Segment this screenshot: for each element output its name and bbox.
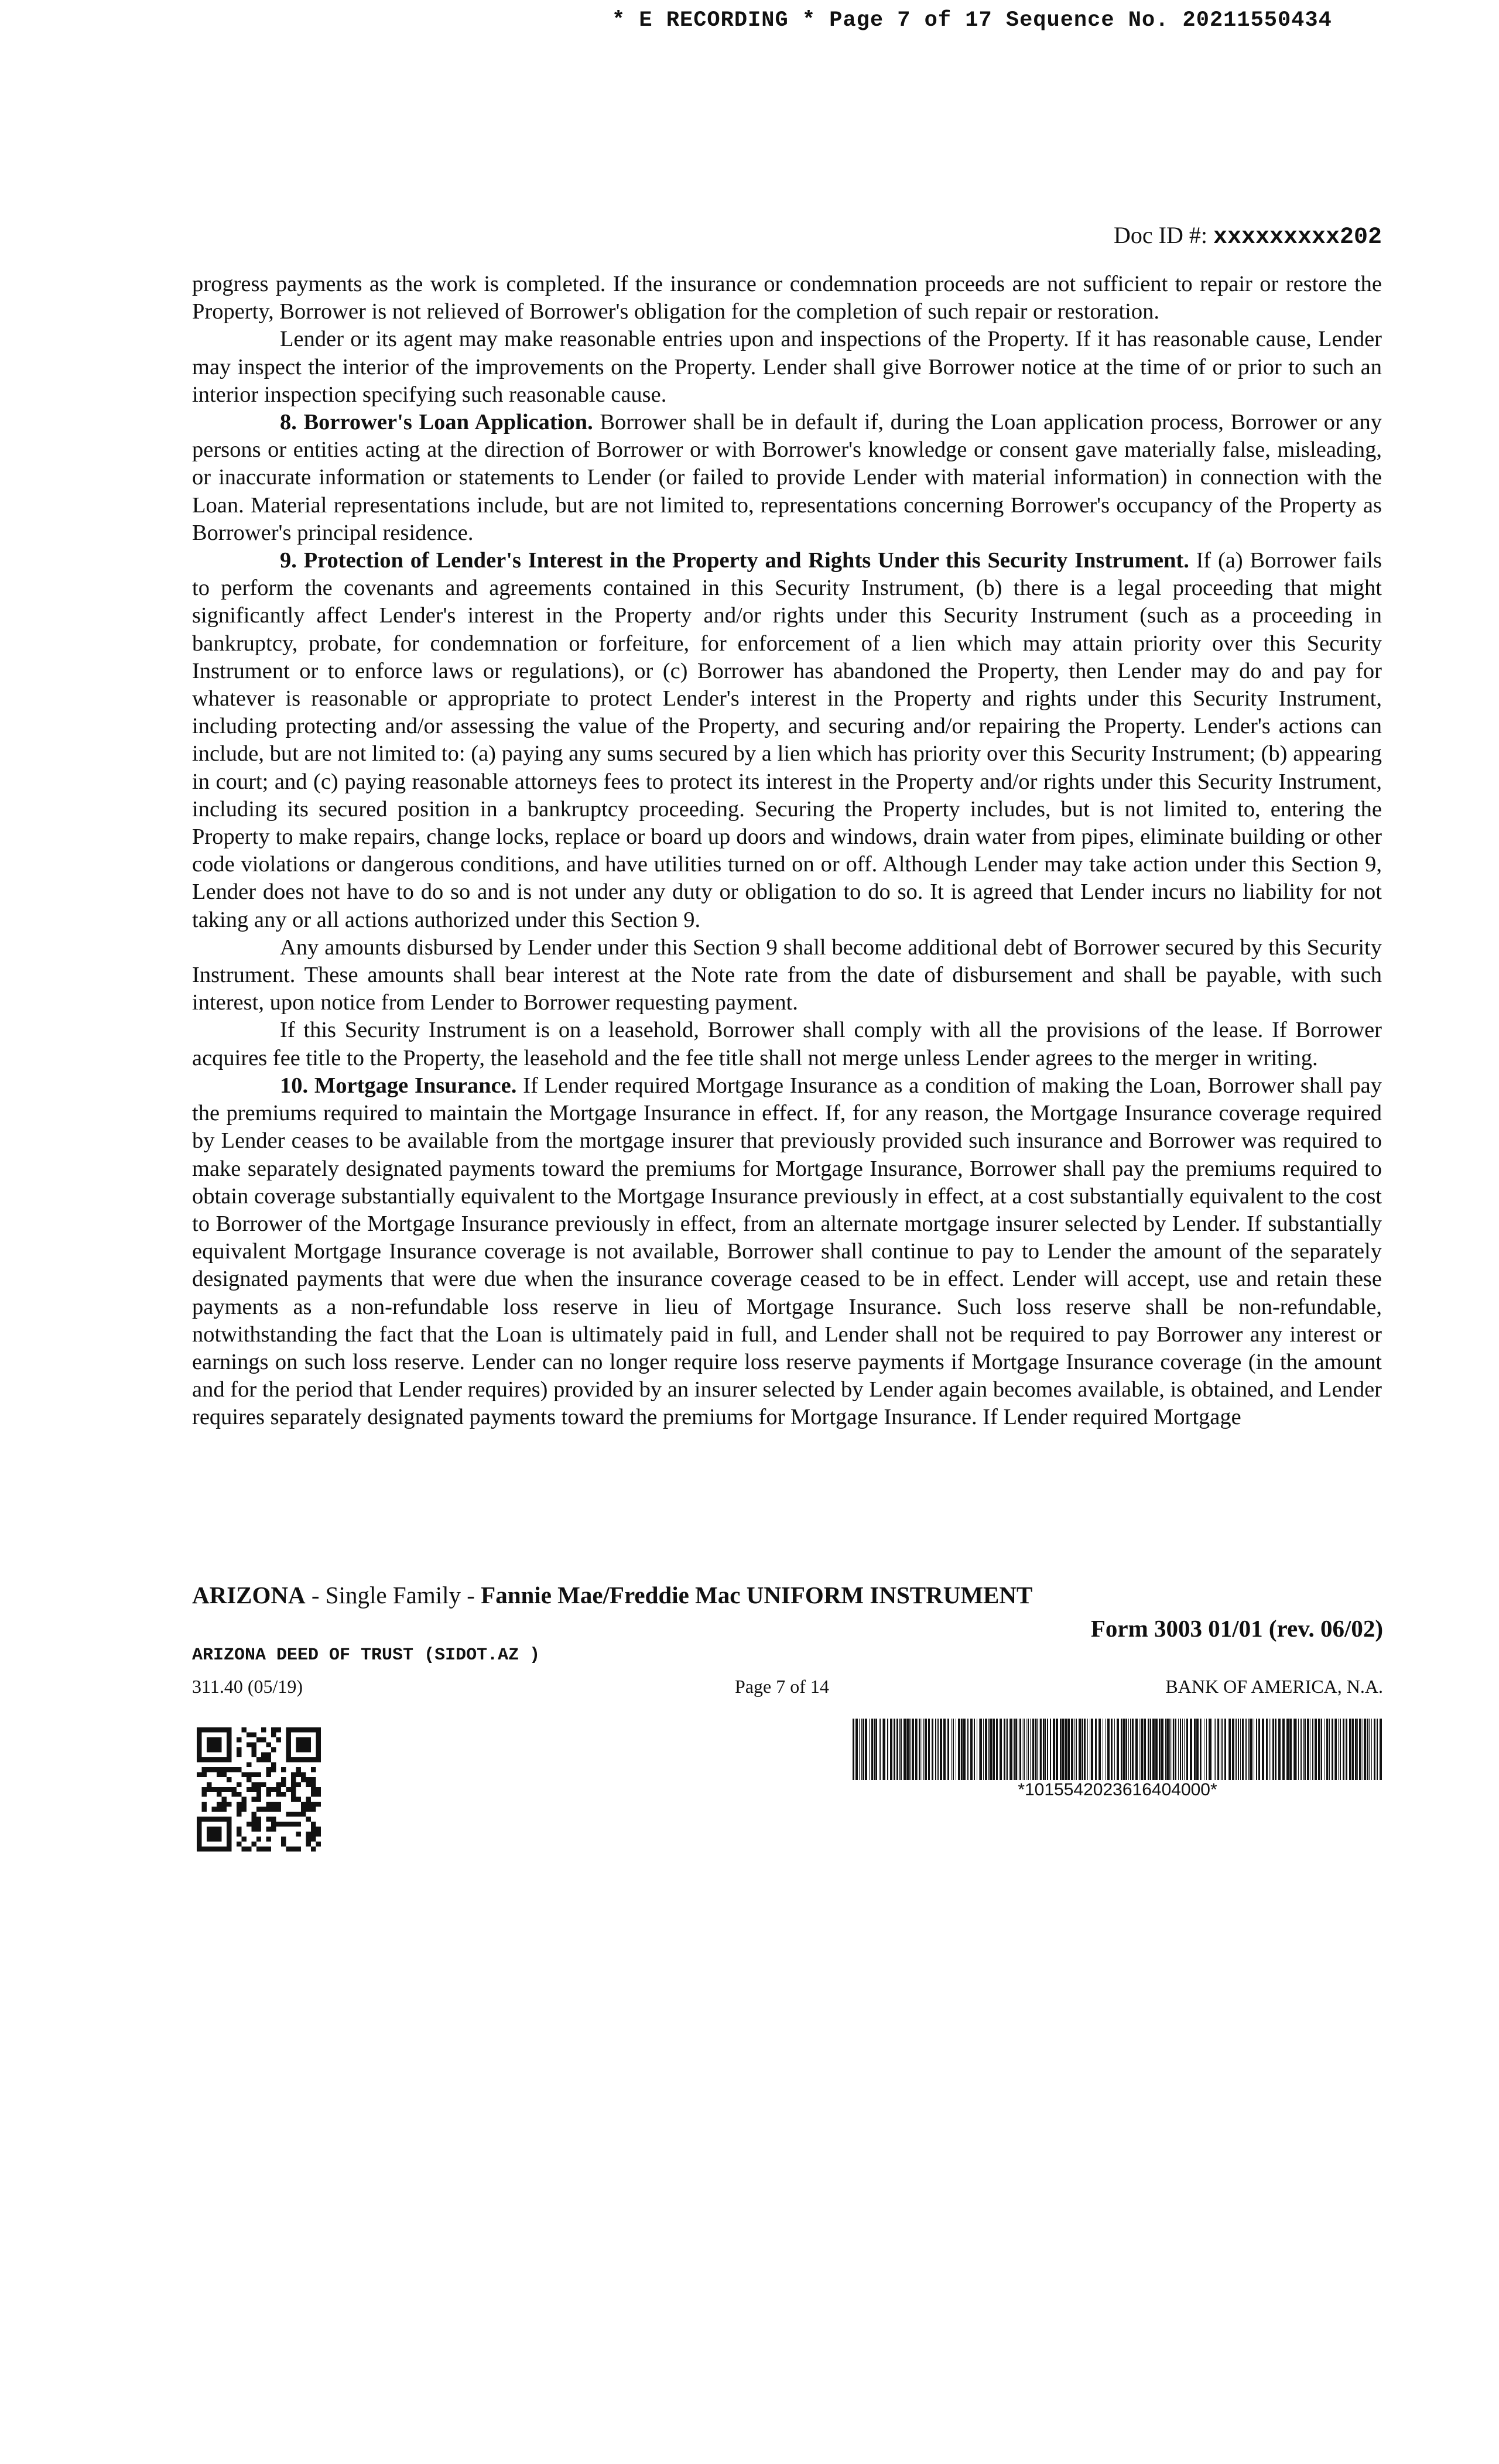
section-8-text: Borrower shall be in default if, during the Loan application process, Borrower or any persons or entities acting at the direction of Borrower or with Borrower's knowledge or consent gave materially false, misleading, or inaccurate information or statements to Lender (or failed to provide Lender with material information) in connection with the Loan. Material representations include, but are not limited to, representations concerning Borrower's occupancy of the Property as Borrower's principal residence. — [192, 410, 1382, 545]
footer-state-line — [192, 1581, 1032, 1609]
paragraph-disbursement: Any amounts disbursed by Lender under this Section 9 shall become additional debt of Borrower secured by this Security Instrument. These amounts shall bear interest at the Note rate from the date of disbursement and shall be payable, with such interest, upon notice from Lender to Borrower requesting payment. — [192, 935, 1382, 1015]
footer-deed: ARIZONA DEED OF TRUST (SIDOT.AZ ) — [192, 1645, 540, 1665]
doc-id-value: xxxxxxxxx202 — [1213, 224, 1382, 251]
section-8 — [192, 409, 1382, 547]
qr-code-icon — [197, 1727, 321, 1852]
section-9-heading: 9. Protection of Lender's Interest in the Property and Rights Under this Security Instrument. — [280, 548, 1189, 573]
footer-page-number: Page 7 of 14 — [735, 1676, 829, 1697]
section-10-text: If Lender required Mortgage Insurance as a condition of making the Loan, Borrower shall pay the premiums required to maintain the Mortgage Insurance in effect. If, for any reason, the Mortgage Insurance coverage required by Lender ceases to be available from the mortgage insurer that previously provided such insurance and Borrower was required to make separately designated payments toward the premiums for Mortgage Insurance, Borrower shall pay the premiums required to obtain coverage substantially equivalent to the Mortgage Insurance previously in effect, at a cost substantially equivalent to the cost to Borrower of the Mortgage Insurance previously in effect, from an alternate mortgage insurer selected by Lender. If substantially equivalent Mortgage Insurance coverage is not available, Borrower shall continue to pay to Lender the amount of the separately designated payments that were due when the insurance coverage ceased to be in effect. Lender will accept, use and retain these payments as a non-refundable loss reserve in lieu of Mortgage Insurance. Such loss reserve shall be non-refundable, notwithstanding the fact that the Loan is ultimately paid in full, and Lender shall not be required to pay Borrower any interest or earnings on such loss reserve. Lender can no longer require loss reserve payments if Mortgage Insurance coverage (in the amount and for the period that Lender requires) provided by an insurer selected by Lender again becomes available, is obtained, and Lender requires separately designated payments toward the premiums for Mortgage Insurance. If Lender required Mortgage — [192, 1073, 1382, 1430]
barcode-number: *1015542023616404000* — [1018, 1780, 1217, 1799]
recording-header: * E RECORDING * Page 7 of 17 Sequence No. 20211550434 — [612, 8, 1332, 33]
footer-lender: BANK OF AMERICA, N.A. — [1165, 1676, 1383, 1697]
barcode-icon — [853, 1719, 1382, 1780]
doc-id — [1114, 221, 1382, 251]
paragraph-inspection: Lender or its agent may make reasonable entries upon and inspections of the Property. If it has reasonable cause, Lender may inspect the interior of the improvements on the Property. Lender shall give Borrower notice at the time of or prior to such an interior inspection specifying such reasonable cause. — [192, 327, 1382, 407]
footer-code: 311.40 (05/19) — [192, 1676, 303, 1697]
footer-state: ARIZONA — [192, 1582, 306, 1609]
section-8-heading: 8. Borrower's Loan Application. — [280, 410, 593, 435]
document-body — [192, 271, 1382, 1432]
footer-instrument: Fannie Mae/Freddie Mac UNIFORM INSTRUMENT — [481, 1582, 1033, 1609]
section-10 — [192, 1072, 1382, 1432]
paragraph-leasehold: If this Security Instrument is on a leasehold, Borrower shall comply with all the provisions of the lease. If Borrower acquires fee title to the Property, the leasehold and the fee title shall not merge unless Lender agrees to the merger in writing. — [192, 1018, 1382, 1070]
footer-state-sep: - Single Family - — [305, 1582, 481, 1609]
paragraph-continuation: progress payments as the work is completed. If the insurance or condemnation proceeds are not sufficient to repair or restore the Property, Borrower is not relieved of Borrower's obligation for the completion of such repair or restoration. — [192, 272, 1382, 324]
footer-form: Form 3003 01/01 (rev. 06/02) — [1090, 1615, 1383, 1642]
section-10-heading: 10. Mortgage Insurance. — [280, 1073, 517, 1098]
doc-id-label: Doc ID #: — [1113, 222, 1213, 248]
section-9-text: If (a) Borrower fails to perform the covenants and agreements contained in this Security Instrument, (b) there is a legal proceeding that might significantly affect Lender's interest in the Property and/or rights under this Security Instrument (such as a proceeding in bankruptcy, probate, for condemnation or forfeiture, for enforcement of a lien which may attain priority over this Security Instrument or to enforce laws or regulations), or (c) Borrower has abandoned the Property, then Lender may do and pay for whatever is reasonable or appropriate to protect Lender's interest in the Property and rights under this Security Instrument, including protecting and/or assessing the value of the Property, and securing and/or repairing the Property. Lender's actions can include, but are not limited to: (a) paying any sums secured by a lien which has priority over this Security Instrument; (b) appearing in court; and (c) paying reasonable attorneys fees to protect its interest in the Property and/or rights under this Security Instrument, including its secured position in a bankruptcy proceeding. Securing the Property includes, but is not limited to, entering the Property to make repairs, change locks, replace or board up doors and windows, drain water from pipes, eliminate building or other code violations or dangerous conditions, and have utilities turned on or off. Although Lender may take action under this Section 9, Lender does not have to do so and is not under any duty or obligation to do so. It is agreed that Lender incurs no liability for not taking any or all actions authorized under this Section 9. — [192, 548, 1382, 932]
section-9 — [192, 547, 1382, 934]
